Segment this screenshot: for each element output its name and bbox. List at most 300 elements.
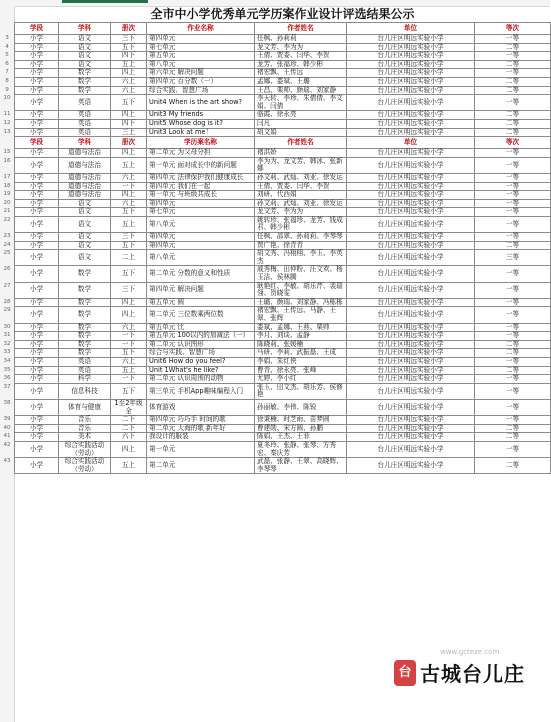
table-cell[interactable]: 一等 — [475, 307, 551, 323]
table-cell[interactable]: 六上 — [111, 199, 147, 208]
table-cell[interactable]: 一等 — [475, 282, 551, 298]
table-cell[interactable]: 台儿庄区明远实验小学 — [347, 458, 475, 474]
table-cell[interactable]: 第六单元 解决问题 — [147, 69, 255, 78]
table-cell[interactable]: 台儿庄区明远实验小学 — [347, 86, 475, 95]
table-cell[interactable]: 二等 — [475, 128, 551, 137]
table-cell[interactable]: 龙文芳、李为为 — [255, 208, 347, 217]
table-cell[interactable]: 四上 — [111, 69, 147, 78]
table-cell[interactable]: 龙文芳、李为为 — [255, 43, 347, 52]
table-cell[interactable]: 二等 — [475, 241, 551, 250]
table-cell[interactable]: Unit5 Whose dog is it? — [147, 119, 255, 128]
table-cell[interactable]: 语文 — [59, 250, 111, 266]
table-cell[interactable]: 语文 — [59, 216, 111, 232]
table-cell[interactable]: 数学 — [59, 69, 111, 78]
table-cell[interactable]: 一等 — [475, 52, 551, 61]
table-cell[interactable]: 龙芳、张福珍、韩少彬 — [255, 60, 347, 69]
table-cell[interactable]: 一等 — [475, 233, 551, 242]
table-cell[interactable]: 小学 37 — [15, 383, 59, 399]
table-cell[interactable]: 小学 9 — [15, 86, 59, 95]
table-cell[interactable]: 六上 — [111, 77, 147, 86]
table-cell[interactable]: 五上 — [111, 216, 147, 232]
table-cell[interactable]: 二等 — [475, 366, 551, 375]
table-cell[interactable]: 综合实践活动（劳动） — [59, 441, 111, 457]
table-cell[interactable]: 李为为、龙文芳、韩冰、张新娜 — [255, 157, 347, 173]
table-cell[interactable]: 第一单元 与班级共成长 — [147, 191, 255, 200]
table-cell[interactable]: 语文 — [59, 60, 111, 69]
table-cell[interactable]: 五下 — [111, 208, 147, 217]
table-cell[interactable]: 小学 43 — [15, 458, 59, 474]
table-cell[interactable]: 一等 — [475, 182, 551, 191]
table-cell[interactable]: 数学 — [59, 323, 111, 332]
table-cell[interactable]: 台儿庄区明远实验小学 — [347, 43, 475, 52]
table-cell[interactable]: 褚宏飘、王传远、马静、王翠、张辉 — [255, 307, 347, 323]
table-cell[interactable]: 四上 — [111, 307, 147, 323]
table-cell[interactable]: 台儿庄区明远实验小学 — [347, 323, 475, 332]
table-cell[interactable]: Unit3 My friends — [147, 111, 255, 120]
table-cell[interactable]: 英语 — [59, 366, 111, 375]
table-cell[interactable]: 台儿庄区明远实验小学 — [347, 241, 475, 250]
row-number: 38 — [3, 399, 11, 406]
table-cell[interactable]: 小学 28 — [15, 298, 59, 307]
table-cell[interactable]: 一等 — [475, 208, 551, 217]
table-row — [15, 441, 551, 457]
table-cell[interactable]: 一等 — [475, 35, 551, 44]
table-cell[interactable]: 贾广艳、徐青青 — [255, 241, 347, 250]
table-cell[interactable]: 台儿庄区明远实验小学 — [347, 60, 475, 69]
table-cell[interactable]: 刘研、代西娟 — [255, 191, 347, 200]
column-header: 学历案名称 — [147, 137, 255, 149]
table-cell[interactable]: 道德与法治 — [59, 149, 111, 158]
table-cell[interactable]: 王昌、栗帅、颜瑞、刘家静 — [255, 86, 347, 95]
table-cell[interactable]: 体育与健康 — [59, 399, 111, 415]
table-cell[interactable]: 一下 — [111, 182, 147, 191]
table-cell[interactable]: 小学 40 — [15, 424, 59, 433]
table-cell[interactable]: 音乐 — [59, 416, 111, 425]
table-cell[interactable]: 王璐、颜瑞、刘家静、冯栋栋 — [255, 298, 347, 307]
table-cell[interactable]: 台儿庄区明远实验小学 — [347, 340, 475, 349]
table-cell[interactable]: 二等 — [475, 119, 551, 128]
table-cell[interactable]: 小学 13 — [15, 128, 59, 137]
table-cell[interactable]: 道德与法治 — [59, 182, 111, 191]
table-cell[interactable]: 综合与实践、智慧广场 — [147, 349, 255, 358]
table-cell[interactable]: 六上 — [111, 173, 147, 182]
table-cell[interactable]: 小学 38 — [15, 399, 59, 415]
table-cell[interactable]: 数学 — [59, 298, 111, 307]
table-cell[interactable]: 小学 26 — [15, 266, 59, 282]
table-cell[interactable]: 台儿庄区明远实验小学 — [347, 233, 475, 242]
table-cell[interactable]: 台儿庄区明远实验小学 — [347, 69, 475, 78]
table-cell[interactable]: 小学 35 — [15, 366, 59, 375]
table-cell[interactable]: 美术 — [59, 433, 111, 442]
table-cell[interactable]: 四上 — [111, 441, 147, 457]
row-number: 43 — [3, 458, 11, 465]
table-cell[interactable]: 孙丽敏、李伟、陈锐 — [255, 399, 347, 415]
table-cell[interactable]: 五上 — [111, 157, 147, 173]
table-cell[interactable]: 五下 — [111, 95, 147, 111]
table-cell[interactable]: 一下 — [111, 375, 147, 384]
table-cell[interactable]: 台儿庄区明远实验小学 — [347, 266, 475, 282]
table-cell[interactable]: 二等 — [475, 424, 551, 433]
table-cell[interactable]: 一等 — [475, 191, 551, 200]
table-cell[interactable]: 数学 — [59, 282, 111, 298]
table-cell[interactable]: 台儿庄区明远实验小学 — [347, 424, 475, 433]
table-cell[interactable]: 戚秀梅、田仲粉、汪文欢、杨玉洁、侯林腾 — [255, 266, 347, 282]
table-cell[interactable]: 二下 — [111, 424, 147, 433]
table-cell[interactable]: 数学 — [59, 86, 111, 95]
table-cell[interactable]: 六上 — [111, 323, 147, 332]
table-cell[interactable]: 小学 12 — [15, 119, 59, 128]
table-cell[interactable]: 二上 — [111, 250, 147, 266]
table-cell[interactable]: 胡文秀、冯栩栩、李玉、李英杰 — [255, 250, 347, 266]
row-number: 39 — [3, 416, 11, 423]
table-cell[interactable]: 一等 — [475, 399, 551, 415]
table-cell[interactable]: 台儿庄区明远实验小学 — [347, 250, 475, 266]
table-cell[interactable]: 五下 — [111, 241, 147, 250]
table-cell[interactable]: 小学 17 — [15, 173, 59, 182]
table-cell[interactable]: 第三单元 手机App趣味编程入门 — [147, 383, 255, 399]
table-cell[interactable]: 胡文娟 — [255, 128, 347, 137]
table-cell[interactable]: 小学 25 — [15, 250, 59, 266]
table-cell[interactable]: 第四单元 我们在一起 — [147, 182, 255, 191]
page-title: 全市中小学优秀单元学历案作业设计评选结果公示 — [150, 7, 415, 21]
table-cell[interactable]: 一等 — [475, 375, 551, 384]
table-cell[interactable]: 台儿庄区明远实验小学 — [347, 433, 475, 442]
table-cell[interactable]: 台儿庄区明远实验小学 — [347, 35, 475, 44]
table-cell[interactable]: 语文 — [59, 52, 111, 61]
table-cell[interactable]: 台儿庄区明远实验小学 — [347, 173, 475, 182]
table-cell[interactable]: 五下 — [111, 383, 147, 399]
table-cell[interactable]: 五上 — [111, 60, 147, 69]
table-cell[interactable]: 一等 — [475, 323, 551, 332]
table-cell[interactable]: 台儿庄区明远实验小学 — [347, 399, 475, 415]
table-cell[interactable]: 二等 — [475, 349, 551, 358]
table-cell[interactable]: 一等 — [475, 383, 551, 399]
active-tab-indicator — [62, 0, 148, 3]
table-cell[interactable]: 一等 — [475, 298, 551, 307]
table-cell[interactable]: 二等 — [475, 77, 551, 86]
table-cell[interactable]: 台儿庄区明远实验小学 — [347, 307, 475, 323]
table-cell[interactable]: 第二单元 认识图形 — [147, 340, 255, 349]
table-cell[interactable]: 台儿庄区明远实验小学 — [347, 191, 475, 200]
table-cell[interactable]: 一下 — [111, 340, 147, 349]
table-cell[interactable]: 小学 4 — [15, 43, 59, 52]
table-row — [15, 399, 551, 415]
table-cell[interactable]: 一等 — [475, 332, 551, 341]
table-cell[interactable]: 尤婷、李小红 — [255, 375, 347, 384]
table-cell[interactable]: 一等 — [475, 149, 551, 158]
table-cell[interactable]: 小学 21 — [15, 208, 59, 217]
table-cell[interactable]: 四上 — [111, 149, 147, 158]
table-cell[interactable]: 第四单元 — [147, 233, 255, 242]
table-cell[interactable]: 小学 42 — [15, 441, 59, 457]
table-cell[interactable]: 陈娟、王杰、王菲 — [255, 433, 347, 442]
watermark-url: www.gcteze.com — [440, 648, 500, 656]
table-cell[interactable]: 第四单元 — [147, 35, 255, 44]
table-cell[interactable]: 小学 36 — [15, 375, 59, 384]
table-cell[interactable]: 台儿庄区明远实验小学 — [347, 182, 475, 191]
table-cell[interactable]: 小学 10 — [15, 95, 59, 111]
table-cell[interactable]: 骆霞、徐永亮 — [255, 111, 347, 120]
table-cell[interactable]: 台儿庄区明远实验小学 — [347, 52, 475, 61]
table-cell[interactable]: 英语 — [59, 111, 111, 120]
table-cell[interactable]: 小学 19 — [15, 191, 59, 200]
table-cell[interactable]: 英语 — [59, 357, 111, 366]
table-cell[interactable]: 数学 — [59, 307, 111, 323]
table-cell[interactable]: 台儿庄区明远实验小学 — [347, 119, 475, 128]
table-cell[interactable]: 三等 — [475, 250, 551, 266]
table-cell[interactable]: 一等 — [475, 173, 551, 182]
table-cell[interactable]: 数学 — [59, 340, 111, 349]
table-cell[interactable]: 二等 — [475, 43, 551, 52]
table-cell[interactable]: 三下 — [111, 233, 147, 242]
table-cell[interactable]: 四上 — [111, 298, 147, 307]
table-cell[interactable]: 一等 — [475, 441, 551, 457]
table-cell[interactable]: 小学 32 — [15, 340, 59, 349]
table-row — [15, 416, 551, 425]
table-cell[interactable]: 褚宏飘、王传远 — [255, 69, 347, 78]
table-cell[interactable]: 小学 6 — [15, 60, 59, 69]
table-cell[interactable]: 综合实践、智慧广场 — [147, 86, 255, 95]
table-cell[interactable]: 二等 — [475, 458, 551, 474]
table-cell[interactable]: 一等 — [475, 216, 551, 232]
row-number: 13 — [3, 128, 11, 135]
table-cell[interactable]: 任枫、孙莉莉 — [255, 35, 347, 44]
table-cell[interactable]: 语文 — [59, 241, 111, 250]
table-cell[interactable]: 王倩、贾委、闫华、李贺 — [255, 52, 347, 61]
table-cell[interactable]: 四下 — [111, 119, 147, 128]
table-cell[interactable]: 孙文莉、武灿、刘亚、徐发运 — [255, 199, 347, 208]
table-cell[interactable]: 台儿庄区明远实验小学 — [347, 199, 475, 208]
table-cell[interactable]: 台儿庄区明远实验小学 — [347, 383, 475, 399]
table-cell[interactable]: 第四单元 — [147, 199, 255, 208]
table-cell[interactable]: 第二单元 — [147, 458, 255, 474]
table-cell[interactable]: 陈晓莉、张媛楠 — [255, 340, 347, 349]
table-cell[interactable]: 台儿庄区明远实验小学 — [347, 357, 475, 366]
table-cell[interactable]: Unit6 How do you feel? — [147, 357, 255, 366]
table-cell[interactable]: 第七单元 — [147, 208, 255, 217]
table-cell[interactable]: 小学 33 — [15, 349, 59, 358]
table-cell[interactable]: 王倩、贾委、闫华、李贺 — [255, 182, 347, 191]
table-cell[interactable]: 第四单元 — [147, 241, 255, 250]
table-cell[interactable]: 第一单元 面对成长中的新问题 — [147, 157, 255, 173]
table-cell[interactable]: 一等 — [475, 266, 551, 282]
table-cell[interactable]: 一等 — [475, 416, 551, 425]
table-cell[interactable]: 第二单元 认识周围的动物 — [147, 375, 255, 384]
table-cell[interactable]: 英语 — [59, 128, 111, 137]
table-cell[interactable]: 三下 — [111, 282, 147, 298]
table-cell[interactable]: 小学 27 — [15, 282, 59, 298]
table-cell[interactable]: 台儿庄区明远实验小学 — [347, 441, 475, 457]
table-cell[interactable]: 第四单元 法律保护我们健康成长 — [147, 173, 255, 182]
table-cell[interactable]: 小学 30 — [15, 323, 59, 332]
table-cell[interactable]: 六下 — [111, 433, 147, 442]
column-header: 册次 — [111, 137, 147, 149]
table-row — [15, 191, 551, 200]
table-cell[interactable]: 曹青、徐永亮、张峰 — [255, 366, 347, 375]
table-cell[interactable]: 小学 20 — [15, 199, 59, 208]
table-cell[interactable]: 道德与法治 — [59, 157, 111, 173]
table-cell[interactable]: 小学 8 — [15, 77, 59, 86]
table-cell[interactable]: 张玉、田文杰、胡乐芳、侯修艳 — [255, 383, 347, 399]
table-cell[interactable]: 台儿庄区明远实验小学 — [347, 366, 475, 375]
table-cell[interactable]: 小学 11 — [15, 111, 59, 120]
table-cell[interactable]: Unit 1What's he like? — [147, 366, 255, 375]
table-cell[interactable]: 五下 — [111, 266, 147, 282]
table-cell[interactable]: 二等 — [475, 433, 551, 442]
table-cell[interactable]: 第五单元 — [147, 52, 255, 61]
table-cell[interactable]: 徐秉楠、时芝雨、苗梦圆 — [255, 416, 347, 425]
table-cell[interactable]: 数学 — [59, 266, 111, 282]
table-cell[interactable]: 数学 — [59, 349, 111, 358]
table-cell[interactable]: 小学 15 — [15, 149, 59, 158]
table-cell[interactable]: 语文 — [59, 35, 111, 44]
table-cell[interactable]: 台儿庄区明远实验小学 — [347, 298, 475, 307]
table-cell[interactable]: 一等 — [475, 357, 551, 366]
table-cell[interactable]: 语文 — [59, 43, 111, 52]
table-cell[interactable]: 夏冬玲、张静、张琴、方秀宏、秦庆芳 — [255, 441, 347, 457]
table-cell[interactable]: 台儿庄区明远实验小学 — [347, 375, 475, 384]
table-cell[interactable]: 我设计的服装 — [147, 433, 255, 442]
table-cell[interactable]: 第一单元 — [147, 441, 255, 457]
table-cell[interactable]: 耿艳红、李敏、胡乐芹、裴瑞翎、贺晓雯 — [255, 282, 347, 298]
table-cell[interactable]: 李娟、朱红侠 — [255, 357, 347, 366]
table-cell[interactable]: 台儿庄区明远实验小学 — [347, 128, 475, 137]
table-cell[interactable]: 任枫、邵翠、孙莉莉、李琴琴 — [255, 233, 347, 242]
table-row — [15, 357, 551, 366]
table-cell[interactable]: 台儿庄区明远实验小学 — [347, 349, 475, 358]
table-cell[interactable]: 台儿庄区明远实验小学 — [347, 157, 475, 173]
table-cell[interactable]: 五下 — [111, 43, 147, 52]
table-cell[interactable]: 四上 — [111, 191, 147, 200]
table-cell[interactable]: 小学 5 — [15, 52, 59, 61]
table-cell[interactable]: 第八单元 — [147, 216, 255, 232]
table-cell[interactable]: 孙文莉、武灿、刘亚、徐发运 — [255, 173, 347, 182]
table-cell[interactable]: 小学 34 — [15, 357, 59, 366]
table-cell[interactable]: 李月、刘谈、孟静 — [255, 332, 347, 341]
table-cell[interactable]: 一等 — [475, 69, 551, 78]
table-cell[interactable]: 五上 — [111, 458, 147, 474]
table-cell[interactable]: 一等 — [475, 199, 551, 208]
table-cell[interactable]: 第二单元 分数的意义和性质 — [147, 266, 255, 282]
table-cell[interactable]: 第四单元 百分数（一） — [147, 77, 255, 86]
row-number: 31 — [3, 332, 11, 339]
table-cell[interactable]: 第五单元 100以内的加减法（一） — [147, 332, 255, 341]
table-cell[interactable]: 第四单元 解决问题 — [147, 282, 255, 298]
table-cell[interactable]: 信息科技 — [59, 383, 111, 399]
table-cell[interactable]: 小学 3 — [15, 35, 59, 44]
table-cell[interactable]: 台儿庄区明远实验小学 — [347, 149, 475, 158]
column-header: 等次 — [475, 23, 551, 35]
table-cell[interactable]: 三上 — [111, 128, 147, 137]
table-cell[interactable]: 1至2年级全 — [111, 399, 147, 415]
table-cell[interactable]: 二等 — [475, 111, 551, 120]
table-cell[interactable]: 娄斌、孟娜、王燕、栗帅 — [255, 323, 347, 332]
table-cell[interactable]: 台儿庄区明远实验小学 — [347, 216, 475, 232]
table-cell[interactable]: 二下 — [111, 416, 147, 425]
table-cell[interactable]: 五上 — [111, 366, 147, 375]
table-cell[interactable]: 语文 — [59, 208, 111, 217]
table-cell[interactable]: 第五单元 圆 — [147, 298, 255, 307]
table-cell[interactable]: Unit4 When is the art show? — [147, 95, 255, 111]
table-cell[interactable]: Unit3 Look at me！ — [147, 128, 255, 137]
table-cell[interactable]: 第八单元 — [147, 250, 255, 266]
table-cell[interactable]: 小学 23 — [15, 233, 59, 242]
table-cell[interactable]: 小学 41 — [15, 433, 59, 442]
table-cell[interactable]: 小学 39 — [15, 416, 59, 425]
table-cell[interactable]: 二等 — [475, 60, 551, 69]
table-cell[interactable]: 第二单元 为父母分担 — [147, 149, 255, 158]
table-cell[interactable]: 四下 — [111, 52, 147, 61]
table-cell[interactable]: 台儿庄区明远实验小学 — [347, 77, 475, 86]
table-cell[interactable]: 二等 — [475, 86, 551, 95]
table-cell[interactable]: 李天转、李珍、朱倩倩、李文娟、闫倩 — [255, 95, 347, 111]
table-cell[interactable]: 马研、李莉、武振磊、王成 — [255, 349, 347, 358]
table-cell[interactable]: 道德与法治 — [59, 191, 111, 200]
table-cell[interactable]: 第七单元 — [147, 43, 255, 52]
table-cell[interactable]: 一下 — [111, 332, 147, 341]
table-cell[interactable]: 六上 — [111, 357, 147, 366]
table-cell[interactable]: 小学 29 — [15, 307, 59, 323]
table-cell[interactable]: 第二单元 大海的歌 新年好 — [147, 424, 255, 433]
table-cell[interactable]: 音乐 — [59, 424, 111, 433]
table-cell[interactable]: 武磊、张静、王翠、高晓辉、李琴琴 — [255, 458, 347, 474]
table-cell[interactable]: 二等 — [475, 340, 551, 349]
table-cell[interactable]: 孟娜、娄斌、王璐 — [255, 77, 347, 86]
table-cell[interactable]: 数学 — [59, 332, 111, 341]
table-cell[interactable]: 褚洪娇 — [255, 149, 347, 158]
table-cell[interactable]: 道德与法治 — [59, 173, 111, 182]
table-cell[interactable]: 三下 — [111, 35, 147, 44]
table-cell[interactable]: 五下 — [111, 349, 147, 358]
table-cell[interactable]: 小学 24 — [15, 241, 59, 250]
table-cell[interactable]: 台儿庄区明远实验小学 — [347, 111, 475, 120]
table-cell[interactable]: 科学 — [59, 375, 111, 384]
table-cell[interactable]: 数学 — [59, 77, 111, 86]
table-cell[interactable]: 台儿庄区明远实验小学 — [347, 332, 475, 341]
table-cell[interactable]: 英语 — [59, 95, 111, 111]
row-number: 21 — [3, 208, 11, 215]
table-cell[interactable]: 语文 — [59, 233, 111, 242]
table-cell[interactable]: 语文 — [59, 199, 111, 208]
table-cell[interactable]: 闫凡 — [255, 119, 347, 128]
table-cell[interactable]: 第二单元 三位数乘两位数 — [147, 307, 255, 323]
table-cell[interactable]: 一等 — [475, 95, 551, 111]
table-cell[interactable]: 四上 — [111, 111, 147, 120]
table-cell[interactable]: 小学 31 — [15, 332, 59, 341]
table-cell[interactable]: 体育游戏 — [147, 399, 255, 415]
table-cell[interactable]: 曹建勋、宋方圆、孙鹏 — [255, 424, 347, 433]
table-cell[interactable]: 第五单元 比 — [147, 323, 255, 332]
table-cell[interactable]: 台儿庄区明远实验小学 — [347, 282, 475, 298]
table-cell[interactable]: 综合实践活动（劳动） — [59, 458, 111, 474]
table-cell[interactable]: 小学 16 — [15, 157, 59, 173]
table-cell[interactable]: 台儿庄区明远实验小学 — [347, 95, 475, 111]
table-cell[interactable]: 小学 22 — [15, 216, 59, 232]
table-cell[interactable]: 台儿庄区明远实验小学 — [347, 208, 475, 217]
table-cell[interactable]: 第四单元 巧巧手 时间的歌 — [147, 416, 255, 425]
table-cell[interactable]: 台儿庄区明远实验小学 — [347, 416, 475, 425]
row-number: 9 — [5, 86, 9, 93]
table-cell[interactable]: 姚转珍、张福珍、龙芳、钱成君、韩少彬 — [255, 216, 347, 232]
table-cell[interactable]: 小学 18 — [15, 182, 59, 191]
table-cell[interactable]: 第八单元 — [147, 60, 255, 69]
table-row — [15, 111, 551, 120]
table-cell[interactable]: 小学 7 — [15, 69, 59, 78]
table-cell[interactable]: 一等 — [475, 157, 551, 173]
row-number: 32 — [3, 340, 11, 347]
table-cell[interactable]: 六上 — [111, 86, 147, 95]
table-cell[interactable]: 英语 — [59, 119, 111, 128]
